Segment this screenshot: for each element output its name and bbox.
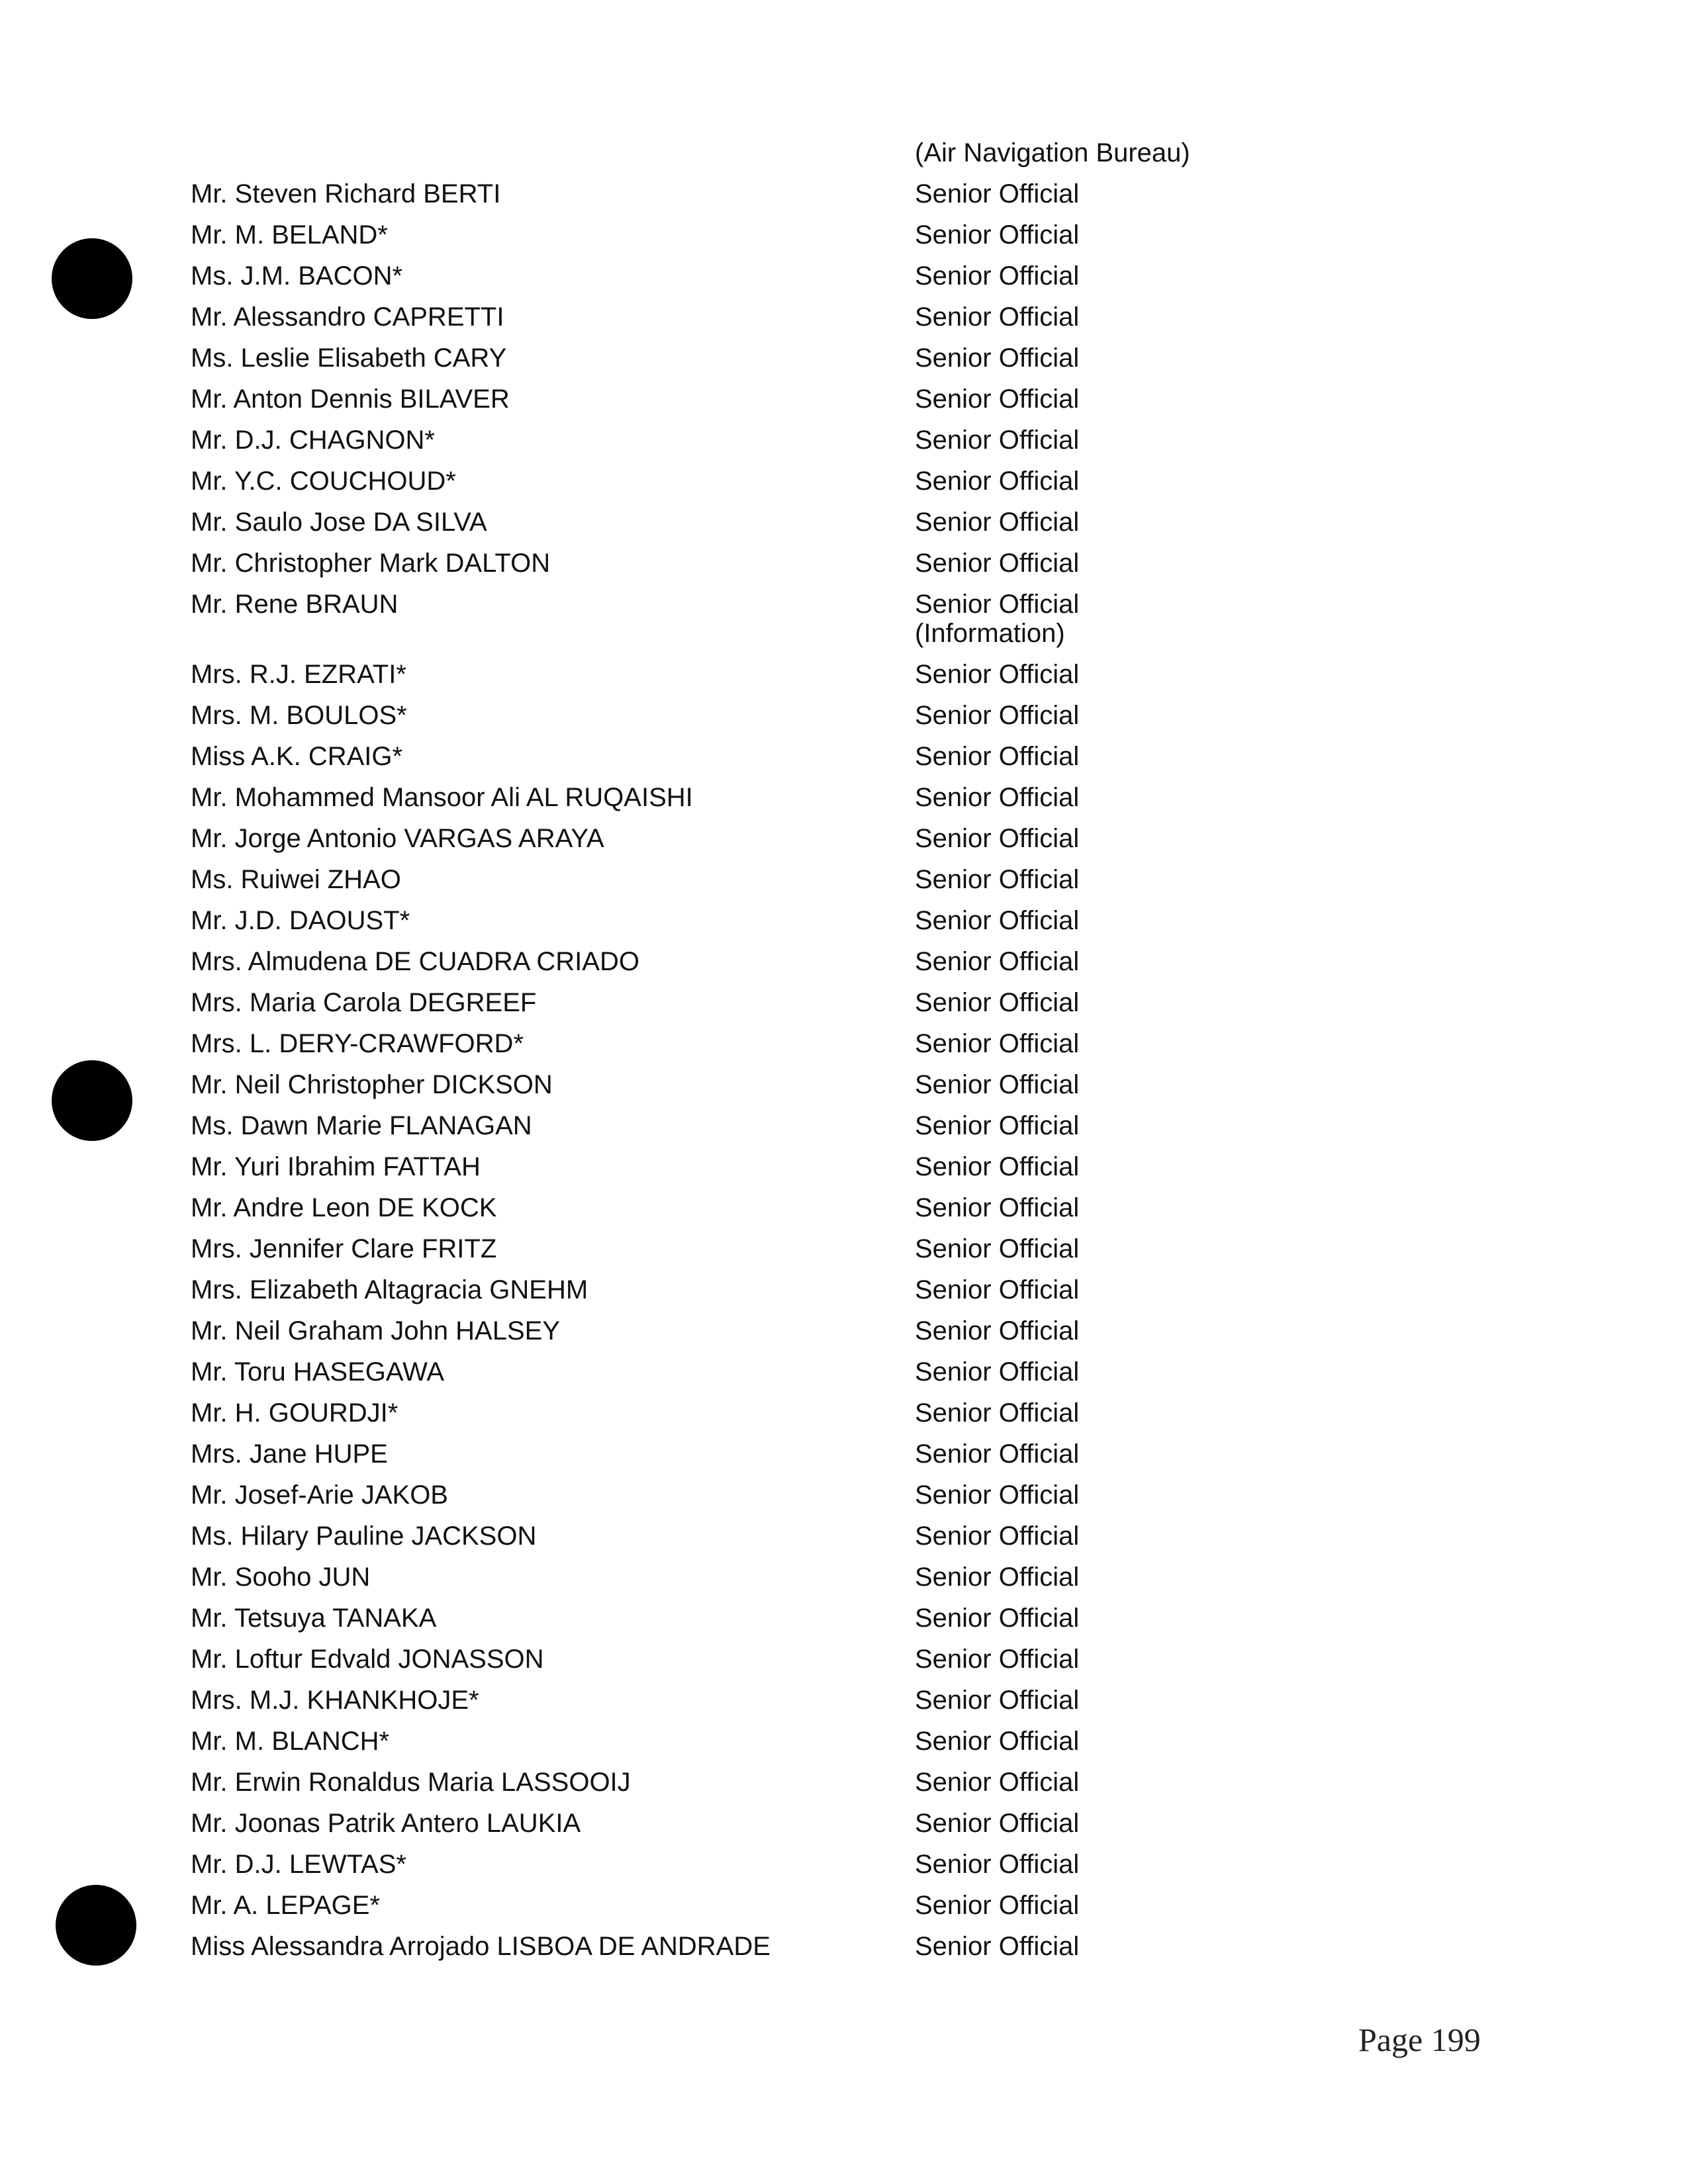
- staff-name: Mrs. L. DERY-CRAWFORD*: [191, 1029, 524, 1058]
- roster-row: [0, 420, 1688, 461]
- roster-row: [0, 1105, 1688, 1146]
- staff-post: Senior Official: [915, 1480, 1080, 1510]
- staff-post: Senior Official: [915, 783, 1080, 812]
- staff-post: Senior Official: [915, 742, 1080, 771]
- staff-post: Senior Official: [915, 1932, 1080, 1961]
- roster-row: [0, 900, 1688, 941]
- roster-row: [0, 461, 1688, 502]
- roster-row: [0, 502, 1688, 543]
- staff-name: Mrs. Jennifer Clare FRITZ: [191, 1234, 497, 1263]
- staff-post: Senior Official: [915, 590, 1080, 619]
- staff-post: Senior Official: [915, 1029, 1080, 1058]
- roster-row: [0, 695, 1688, 736]
- staff-post: Senior Official: [915, 467, 1080, 496]
- staff-name: Mr. Mohammed Mansoor Ali AL RUQAISHI: [191, 783, 693, 812]
- staff-name: Mr. Anton Dennis BILAVER: [191, 385, 510, 414]
- staff-name: Mr. Saulo Jose DA SILVA: [191, 508, 487, 537]
- roster-row: [0, 1516, 1688, 1557]
- roster-row: [0, 543, 1688, 584]
- roster-row: [0, 859, 1688, 900]
- staff-name: Mr. Toru HASEGAWA: [191, 1357, 445, 1387]
- staff-name: Mr. Neil Christopher DICKSON: [191, 1070, 553, 1099]
- staff-name: Mrs. R.J. EZRATI*: [191, 660, 406, 689]
- staff-name: Mr. Christopher Mark DALTON: [191, 549, 551, 578]
- staff-post: Senior Official: [915, 865, 1080, 894]
- staff-name: Mr. Tetsuya TANAKA: [191, 1604, 437, 1633]
- staff-post: Senior Official: [915, 1604, 1080, 1633]
- staff-name: Mr. Neil Graham John HALSEY: [191, 1316, 560, 1345]
- staff-post: Senior Official: [915, 1686, 1080, 1715]
- staff-name: Mrs. Almudena DE CUADRA CRIADO: [191, 947, 639, 976]
- staff-post: Senior Official: [915, 1439, 1080, 1469]
- staff-name: Ms. Leslie Elisabeth CARY: [191, 343, 507, 373]
- staff-name: Mr. Jorge Antonio VARGAS ARAYA: [191, 824, 604, 853]
- roster-row: [0, 1392, 1688, 1433]
- staff-post: Senior Official: [915, 302, 1080, 332]
- roster-row: [0, 1310, 1688, 1351]
- roster-row: [0, 941, 1688, 982]
- staff-name: Miss Alessandra Arrojado LISBOA DE ANDRADE: [191, 1932, 771, 1961]
- staff-name: Mr. Steven Richard BERTI: [191, 179, 501, 208]
- roster-row: [0, 214, 1688, 255]
- staff-post: Senior Official: [915, 426, 1080, 455]
- staff-name: Ms. J.M. BACON*: [191, 261, 403, 291]
- staff-name: Mr. A. LEPAGE*: [191, 1891, 381, 1920]
- roster-row: [0, 1269, 1688, 1310]
- staff-post: Senior Official: [915, 906, 1080, 935]
- staff-post: Senior Official: [915, 1234, 1080, 1263]
- staff-post: Senior Official: [915, 660, 1080, 689]
- section-header-note: (Air Navigation Bureau): [915, 138, 1190, 167]
- staff-post: Senior Official: [915, 385, 1080, 414]
- roster-row: [0, 584, 1688, 654]
- staff-roster: [0, 173, 1688, 1967]
- staff-name: Mr. J.D. DAOUST*: [191, 906, 410, 935]
- staff-post: Senior Official: [915, 1809, 1080, 1838]
- staff-post: Senior Official: [915, 220, 1080, 250]
- staff-name: Mr. Yuri Ibrahim FATTAH: [191, 1152, 481, 1181]
- roster-row: [0, 1475, 1688, 1516]
- roster-row: [0, 1351, 1688, 1392]
- staff-name: Ms. Dawn Marie FLANAGAN: [191, 1111, 532, 1140]
- roster-row: [0, 296, 1688, 338]
- staff-post: Senior Official: [915, 1275, 1080, 1304]
- staff-post: Senior Official: [915, 1398, 1080, 1428]
- staff-post: Senior Official: [915, 508, 1080, 537]
- staff-post: Senior Official: [915, 1316, 1080, 1345]
- roster-row: [0, 379, 1688, 420]
- staff-post: Senior Official: [915, 261, 1080, 291]
- roster-row: [0, 1228, 1688, 1269]
- roster-row: [0, 1926, 1688, 1967]
- roster-row: [0, 654, 1688, 695]
- staff-name: Ms. Hilary Pauline JACKSON: [191, 1522, 537, 1551]
- page-number: Page 199: [1358, 2021, 1481, 2058]
- staff-post: Senior Official: [915, 701, 1080, 730]
- staff-post: Senior Official: [915, 1727, 1080, 1756]
- roster-row: [0, 777, 1688, 818]
- staff-name: Mr. M. BLANCH*: [191, 1727, 390, 1756]
- roster-row: [0, 1598, 1688, 1639]
- staff-post: Senior Official: [915, 1563, 1080, 1592]
- staff-name: Mr. Sooho JUN: [191, 1563, 371, 1592]
- staff-name: Miss A.K. CRAIG*: [191, 742, 403, 771]
- roster-row: [0, 1433, 1688, 1475]
- staff-name: Ms. Ruiwei ZHAO: [191, 865, 401, 894]
- staff-post: Senior Official: [915, 988, 1080, 1017]
- roster-row: [0, 982, 1688, 1023]
- staff-name: Mrs. M. BOULOS*: [191, 701, 407, 730]
- roster-row: [0, 338, 1688, 379]
- staff-name: Mr. Loftur Edvald JONASSON: [191, 1645, 544, 1674]
- staff-name: Mr. Josef-Arie JAKOB: [191, 1480, 448, 1510]
- staff-post: Senior Official: [915, 1152, 1080, 1181]
- roster-row: [0, 1639, 1688, 1680]
- staff-post: Senior Official: [915, 1070, 1080, 1099]
- roster-row: [0, 1885, 1688, 1926]
- roster-row: [0, 1187, 1688, 1228]
- staff-post: Senior Official: [915, 1193, 1080, 1222]
- roster-row: [0, 173, 1688, 214]
- staff-name: Mrs. Maria Carola DEGREEF: [191, 988, 537, 1017]
- staff-post: Senior Official: [915, 824, 1080, 853]
- staff-post: Senior Official: [915, 1768, 1080, 1797]
- roster-row: [0, 1023, 1688, 1064]
- roster-row: [0, 818, 1688, 859]
- roster-row: [0, 255, 1688, 296]
- staff-post: Senior Official: [915, 1850, 1080, 1879]
- staff-post: Senior Official: [915, 343, 1080, 373]
- staff-name: Mr. Andre Leon DE KOCK: [191, 1193, 497, 1222]
- staff-name: Mr. D.J. CHAGNON*: [191, 426, 435, 455]
- roster-row: [0, 1680, 1688, 1721]
- staff-name: Mrs. M.J. KHANKHOJE*: [191, 1686, 479, 1715]
- staff-name: Mr. Rene BRAUN: [191, 590, 399, 619]
- staff-name: Mrs. Jane HUPE: [191, 1439, 388, 1469]
- roster-row: [0, 1803, 1688, 1844]
- staff-post: Senior Official: [915, 179, 1080, 208]
- staff-name: Mr. D.J. LEWTAS*: [191, 1850, 406, 1879]
- staff-post: Senior Official: [915, 1111, 1080, 1140]
- roster-row: [0, 1064, 1688, 1105]
- staff-name: Mr. M. BELAND*: [191, 220, 388, 250]
- staff-post: Senior Official: [915, 1357, 1080, 1387]
- roster-row: [0, 1146, 1688, 1187]
- roster-row: [0, 1844, 1688, 1885]
- roster-row: [0, 736, 1688, 777]
- staff-post: Senior Official: [915, 549, 1080, 578]
- staff-name: Mr. Y.C. COUCHOUD*: [191, 467, 456, 496]
- staff-post: Senior Official: [915, 1522, 1080, 1551]
- staff-name: Mr. Joonas Patrik Antero LAUKIA: [191, 1809, 581, 1838]
- staff-post-unit: (Information): [915, 619, 1065, 648]
- staff-name: Mr. Erwin Ronaldus Maria LASSOOIJ: [191, 1768, 631, 1797]
- staff-post: Senior Official: [915, 1645, 1080, 1674]
- roster-row: [0, 1721, 1688, 1762]
- staff-post: Senior Official: [915, 947, 1080, 976]
- roster-row: [0, 1762, 1688, 1803]
- staff-name: Mr. Alessandro CAPRETTI: [191, 302, 504, 332]
- roster-row: [0, 1557, 1688, 1598]
- staff-name: Mr. H. GOURDJI*: [191, 1398, 399, 1428]
- staff-post: Senior Official: [915, 1891, 1080, 1920]
- staff-name: Mrs. Elizabeth Altagracia GNEHM: [191, 1275, 588, 1304]
